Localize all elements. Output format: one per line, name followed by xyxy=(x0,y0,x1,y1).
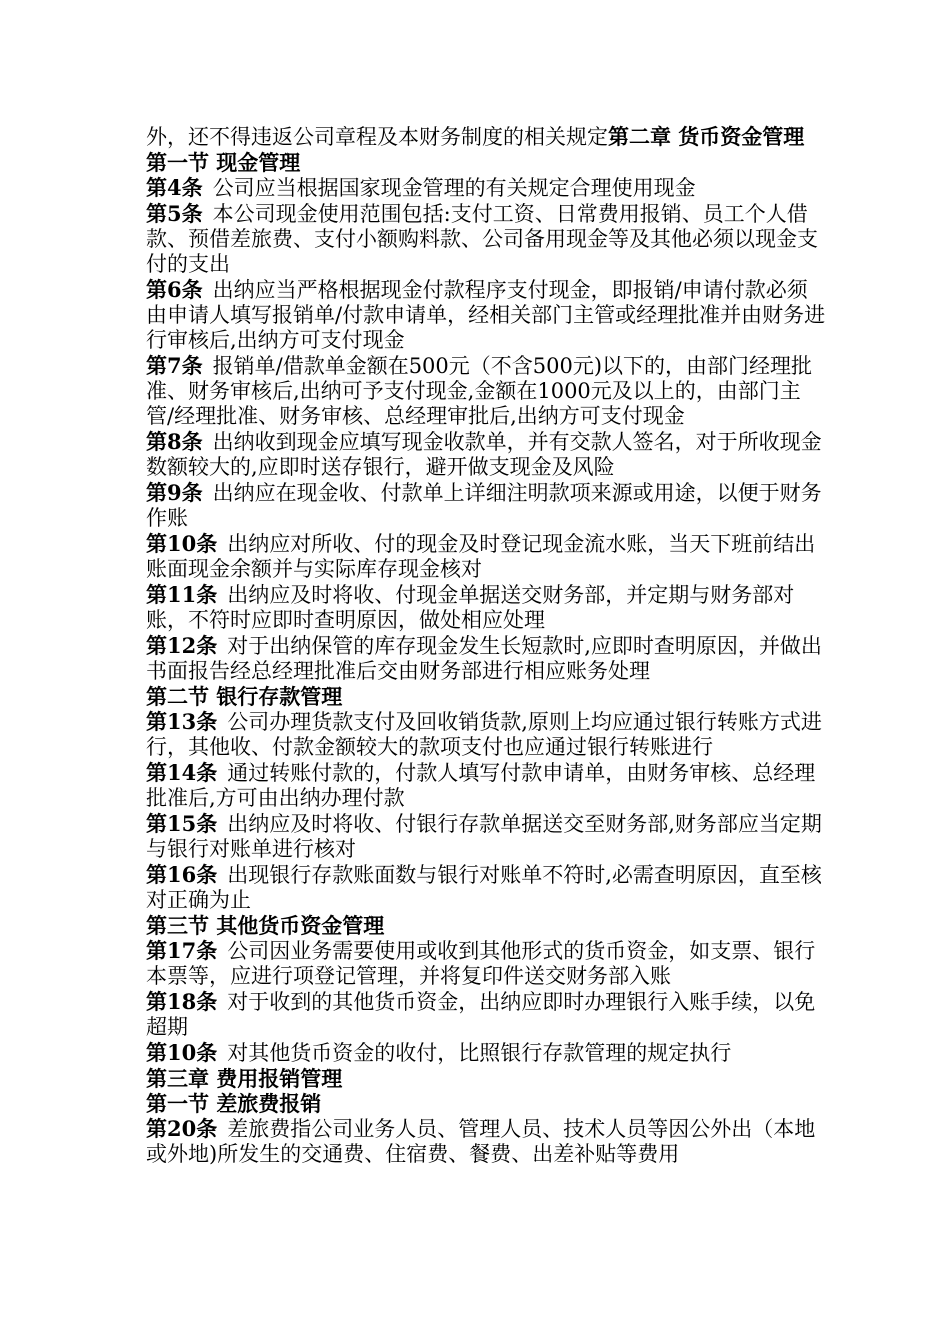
section-heading: 第三章 费用报销管理 xyxy=(146,1066,343,1091)
article-text: 对于出纳保管的库存现金发生长短款时,应即时查明原因，并做出书面报告经总经理批准后交由财务部进行相应账务处理 xyxy=(146,634,822,683)
article-paragraph xyxy=(146,175,826,201)
article-label: 第20条 xyxy=(146,1116,218,1141)
article-text: 对于收到的其他货币资金，出纳应即时办理银行入账手续，以免超期 xyxy=(146,990,816,1039)
article-label: 第18条 xyxy=(146,989,218,1014)
article-label: 第10条 xyxy=(146,1040,218,1065)
article-paragraph xyxy=(146,989,826,1040)
article-text: 差旅费指公司业务人员、管理人员、技术人员等因公外出（本地或外地)所发生的交通费、住宿费、餐费、出差补贴等费用 xyxy=(146,1117,816,1166)
article-text: 出纳应当严格根据现金付款程序支付现金，即报销/申请付款必须由申请人填写报销单/付款申请单，经相关部门主管或经理批准并由财务进行审核后,出纳方可支付现金 xyxy=(146,278,826,352)
chapter-heading-inline: 第二章 货币资金管理 xyxy=(608,124,805,149)
article-label: 第14条 xyxy=(146,760,218,785)
article-paragraph xyxy=(146,531,826,582)
article-text: 公司应当根据国家现金管理的有关规定合理使用现金 xyxy=(212,176,696,200)
article-text: 出纳收到现金应填写现金收款单，并有交款人签名，对于所收现金数额较大的,应即时送存银行，避开做支现金及风险 xyxy=(146,430,822,479)
article-text: 本公司现金使用范围包括:支付工资、日常费用报销、员工个人借款、预借差旅费、支付小额购料款、公司备用现金等及其他必须以现金支付的支出 xyxy=(146,202,818,276)
article-label: 第5条 xyxy=(146,201,203,226)
article-paragraph xyxy=(146,480,826,531)
article-paragraph xyxy=(146,811,826,862)
section-heading: 第二节 银行存款管理 xyxy=(146,684,343,709)
article-paragraph xyxy=(146,353,826,429)
article-paragraph xyxy=(146,582,826,633)
article-text: 出纳应对所收、付的现金及时登记现金流水账，当天下班前结出账面现金余额并与实际库存现金核对 xyxy=(146,532,816,581)
article-label: 第9条 xyxy=(146,480,203,505)
article-text: 出纳应在现金收、付款单上详细注明款项来源或用途，以便于财务作账 xyxy=(146,481,822,530)
article-text: 出现银行存款账面数与银行对账单不符时,必需查明原因，直至核对正确为止 xyxy=(146,863,822,912)
article-paragraph xyxy=(146,760,826,811)
article-paragraph xyxy=(146,277,826,353)
article-label: 第16条 xyxy=(146,862,218,887)
intro-paragraph xyxy=(146,124,826,150)
article-text: 对其他货币资金的收付，比照银行存款管理的规定执行 xyxy=(227,1041,732,1065)
section-heading: 第三节 其他货币资金管理 xyxy=(146,913,385,938)
document-body xyxy=(146,150,826,1167)
document-page xyxy=(146,124,826,1167)
article-paragraph xyxy=(146,862,826,913)
article-label: 第15条 xyxy=(146,811,218,836)
section-heading: 第一节 现金管理 xyxy=(146,150,301,175)
article-label: 第11条 xyxy=(146,582,218,607)
article-label: 第8条 xyxy=(146,429,203,454)
article-label: 第12条 xyxy=(146,633,218,658)
article-label: 第13条 xyxy=(146,709,218,734)
article-text: 报销单/借款单金额在500元（不含500元)以下的，由部门经理批准、财务审核后,出纳可予支付现金,金额在1000元及以上的，由部门主管/经理批准、财务审核、总经理审批后,出纳方可支付现金 xyxy=(146,354,813,428)
article-text: 通过转账付款的，付款人填写付款申请单，由财务审核、总经理批准后,方可由出纳办理付款 xyxy=(146,761,816,810)
article-paragraph xyxy=(146,938,826,989)
article-text: 公司因业务需要使用或收到其他形式的货币资金，如支票、银行本票等，应进行项登记管理，并将复印件送交财务部入账 xyxy=(146,939,816,988)
article-label: 第4条 xyxy=(146,175,203,200)
article-label: 第17条 xyxy=(146,938,218,963)
article-paragraph xyxy=(146,429,826,480)
article-paragraph xyxy=(146,1040,826,1066)
section-heading: 第一节 差旅费报销 xyxy=(146,1091,322,1116)
article-label: 第10条 xyxy=(146,531,218,556)
article-paragraph xyxy=(146,709,826,760)
article-text: 出纳应及时将收、付现金单据送交财务部，并定期与财务部对账，不符时应即时查明原因，做处相应处理 xyxy=(146,583,795,632)
article-label: 第7条 xyxy=(146,353,203,378)
article-text: 出纳应及时将收、付银行存款单据送交至财务部,财务部应当定期与银行对账单进行核对 xyxy=(146,812,822,861)
article-text: 公司办理货款支付及回收销货款,原则上均应通过银行转账方式进行，其他收、付款金额较大的款项支付也应通过银行转账进行 xyxy=(146,710,822,759)
article-paragraph xyxy=(146,633,826,684)
article-label: 第6条 xyxy=(146,277,203,302)
intro-text: 外，还不得违返公司章程及本财务制度的相关规定 xyxy=(146,125,608,149)
article-paragraph xyxy=(146,201,826,277)
article-paragraph xyxy=(146,1116,826,1167)
